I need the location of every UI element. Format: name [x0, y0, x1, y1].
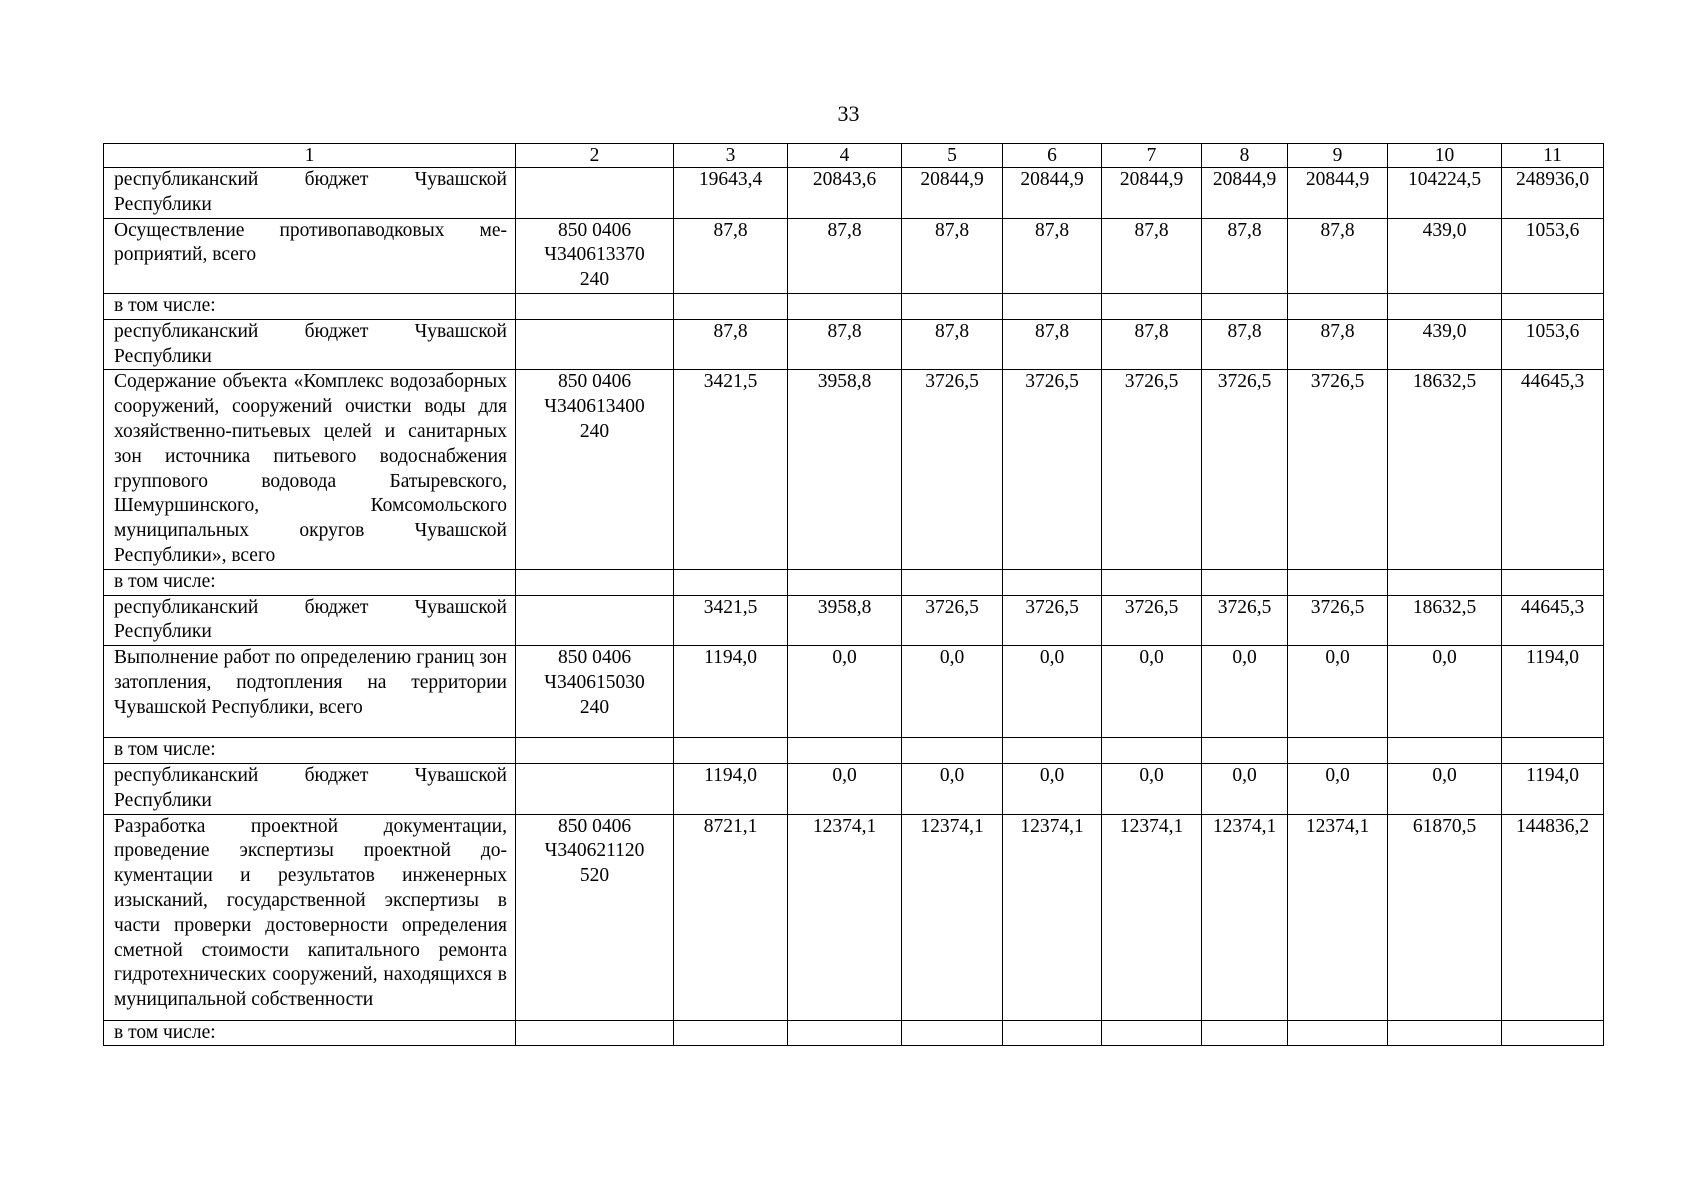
value-cell-col-11: 1194,0 [1502, 646, 1604, 738]
row-name-cell: в том числе: [104, 1020, 516, 1046]
value-cell-col-9 [1288, 1020, 1388, 1046]
header-cell: 11 [1502, 144, 1604, 168]
value-cell-col-6: 87,8 [1003, 319, 1102, 370]
header-cell: 9 [1288, 144, 1388, 168]
table-row [104, 370, 1604, 569]
row-name-cell: в том числе: [104, 569, 516, 595]
value-cell-col-11 [1502, 1020, 1604, 1046]
value-cell-col-6 [1003, 1020, 1102, 1046]
value-cell-col-6: 12374,1 [1003, 814, 1102, 1020]
value-cell-col-4 [788, 1020, 902, 1046]
value-cell-col-7: 0,0 [1102, 763, 1202, 814]
budget-code-cell: 850 0406 Ч340613370 240 [516, 218, 674, 293]
table-row [104, 646, 1604, 738]
value-cell-col-5 [902, 738, 1003, 764]
value-cell-col-6 [1003, 569, 1102, 595]
value-cell-col-5: 3726,5 [902, 370, 1003, 569]
value-cell-col-4: 87,8 [788, 218, 902, 293]
value-cell-col-10: 0,0 [1388, 763, 1502, 814]
value-cell-col-6 [1003, 293, 1102, 319]
value-cell-col-4 [788, 738, 902, 764]
header-cell: 10 [1388, 144, 1502, 168]
value-cell-col-8: 0,0 [1202, 646, 1288, 738]
value-cell-col-3 [674, 569, 788, 595]
table-row [104, 814, 1604, 1020]
value-cell-col-5: 0,0 [902, 763, 1003, 814]
budget-code-cell [516, 763, 674, 814]
value-cell-col-10: 0,0 [1388, 646, 1502, 738]
value-cell-col-5 [902, 293, 1003, 319]
value-cell-col-11 [1502, 569, 1604, 595]
value-cell-col-6: 0,0 [1003, 763, 1102, 814]
value-cell-col-8: 3726,5 [1202, 595, 1288, 646]
value-cell-col-5: 12374,1 [902, 814, 1003, 1020]
value-cell-col-3: 3421,5 [674, 370, 788, 569]
value-cell-col-7: 87,8 [1102, 319, 1202, 370]
value-cell-col-10 [1388, 738, 1502, 764]
value-cell-col-6 [1003, 738, 1102, 764]
value-cell-col-3 [674, 293, 788, 319]
value-cell-col-9: 3726,5 [1288, 595, 1388, 646]
budget-code-cell [516, 595, 674, 646]
header-cell: 4 [788, 144, 902, 168]
value-cell-col-9 [1288, 569, 1388, 595]
value-cell-col-4 [788, 293, 902, 319]
value-cell-col-10 [1388, 569, 1502, 595]
value-cell-col-4: 12374,1 [788, 814, 902, 1020]
value-cell-col-6: 3726,5 [1003, 595, 1102, 646]
budget-code-cell: 850 0406 Ч340615030 240 [516, 646, 674, 738]
value-cell-col-4: 3958,8 [788, 595, 902, 646]
value-cell-col-11 [1502, 738, 1604, 764]
table-row [104, 218, 1604, 293]
value-cell-col-11: 1053,6 [1502, 218, 1604, 293]
value-cell-col-7 [1102, 1020, 1202, 1046]
value-cell-col-7: 12374,1 [1102, 814, 1202, 1020]
value-cell-col-5 [902, 569, 1003, 595]
value-cell-col-8 [1202, 738, 1288, 764]
value-cell-col-4: 0,0 [788, 763, 902, 814]
value-cell-col-8: 20844,9 [1202, 168, 1288, 219]
value-cell-col-7: 3726,5 [1102, 595, 1202, 646]
value-cell-col-3: 1194,0 [674, 763, 788, 814]
value-cell-col-10: 439,0 [1388, 218, 1502, 293]
value-cell-col-8 [1202, 1020, 1288, 1046]
budget-table [103, 143, 1604, 1046]
row-name-cell: Выполнение работ по определению границ зон затопления, подтопления на территории Чувашской Республики, всего [104, 646, 516, 738]
value-cell-col-5: 87,8 [902, 319, 1003, 370]
value-cell-col-3: 8721,1 [674, 814, 788, 1020]
value-cell-col-4: 87,8 [788, 319, 902, 370]
table-row [104, 319, 1604, 370]
value-cell-col-7 [1102, 738, 1202, 764]
header-cell: 6 [1003, 144, 1102, 168]
value-cell-col-10: 18632,5 [1388, 595, 1502, 646]
value-cell-col-9: 20844,9 [1288, 168, 1388, 219]
value-cell-col-11: 248936,0 [1502, 168, 1604, 219]
subtotal-label-row [104, 293, 1604, 319]
header-row [104, 144, 1604, 168]
row-name-cell: республиканский бюджет Чувашской Республики [104, 168, 516, 219]
table-row [104, 595, 1604, 646]
value-cell-col-6: 20844,9 [1003, 168, 1102, 219]
value-cell-col-9: 0,0 [1288, 646, 1388, 738]
budget-code-cell: 850 0406 Ч340613400 240 [516, 370, 674, 569]
budget-code-cell: 850 0406 Ч340621120 520 [516, 814, 674, 1020]
row-name-cell: республиканский бюджет Чувашской Республики [104, 319, 516, 370]
value-cell-col-9: 87,8 [1288, 319, 1388, 370]
row-name-cell: в том числе: [104, 738, 516, 764]
value-cell-col-9: 87,8 [1288, 218, 1388, 293]
value-cell-col-8 [1202, 569, 1288, 595]
value-cell-col-11: 1194,0 [1502, 763, 1604, 814]
budget-code-cell [516, 319, 674, 370]
value-cell-col-10: 61870,5 [1388, 814, 1502, 1020]
value-cell-col-10: 439,0 [1388, 319, 1502, 370]
header-cell: 7 [1102, 144, 1202, 168]
value-cell-col-9: 0,0 [1288, 763, 1388, 814]
row-name-cell: республиканский бюджет Чувашской Республики [104, 595, 516, 646]
budget-code-cell [516, 738, 674, 764]
header-cell: 3 [674, 144, 788, 168]
value-cell-col-7: 87,8 [1102, 218, 1202, 293]
row-name-cell: Разработка проектной документации, проведение экспертизы проектной документации и результатов инженерных изысканий, государственной экспертизы в части проверки достоверности определения сметной стоимости капитального ремонта гидротехнических сооружений, находящихся в муниципальной собственности [104, 814, 516, 1020]
budget-code-cell [516, 1020, 674, 1046]
value-cell-col-8 [1202, 293, 1288, 319]
value-cell-col-6: 87,8 [1003, 218, 1102, 293]
value-cell-col-11 [1502, 293, 1604, 319]
value-cell-col-3 [674, 1020, 788, 1046]
value-cell-col-6: 0,0 [1003, 646, 1102, 738]
value-cell-col-6: 3726,5 [1003, 370, 1102, 569]
value-cell-col-5: 20844,9 [902, 168, 1003, 219]
header-cell: 1 [104, 144, 516, 168]
header-cell: 5 [902, 144, 1003, 168]
value-cell-col-5: 87,8 [902, 218, 1003, 293]
value-cell-col-4: 20843,6 [788, 168, 902, 219]
row-name-cell: республиканский бюджет Чувашской Республики [104, 763, 516, 814]
value-cell-col-3 [674, 738, 788, 764]
value-cell-col-4: 0,0 [788, 646, 902, 738]
value-cell-col-7: 0,0 [1102, 646, 1202, 738]
subtotal-label-row [104, 738, 1604, 764]
table-row [104, 763, 1604, 814]
value-cell-col-8: 87,8 [1202, 319, 1288, 370]
value-cell-col-9 [1288, 293, 1388, 319]
row-name-cell: Осуществление противопаводковых мероприятий, всего [104, 218, 516, 293]
budget-code-cell [516, 569, 674, 595]
value-cell-col-8: 12374,1 [1202, 814, 1288, 1020]
value-cell-col-10: 18632,5 [1388, 370, 1502, 569]
value-cell-col-11: 144836,2 [1502, 814, 1604, 1020]
value-cell-col-10 [1388, 293, 1502, 319]
value-cell-col-7 [1102, 569, 1202, 595]
value-cell-col-3: 3421,5 [674, 595, 788, 646]
value-cell-col-5: 0,0 [902, 646, 1003, 738]
page-number: 33 [837, 101, 860, 126]
budget-code-cell [516, 293, 674, 319]
value-cell-col-8: 3726,5 [1202, 370, 1288, 569]
budget-code-cell [516, 168, 674, 219]
value-cell-col-10: 104224,5 [1388, 168, 1502, 219]
header-cell: 8 [1202, 144, 1288, 168]
row-name-cell: Содержание объекта «Комплекс водозаборных сооружений, сооружений очистки воды для хозяйственно-питьевых целей и санитарных зон источника питьевого водоснабжения группового водовода Батыревского, Шемуршинского, Комсомольского муниципальных округов Чувашской Республики», всего [104, 370, 516, 569]
value-cell-col-5 [902, 1020, 1003, 1046]
value-cell-col-11: 44645,3 [1502, 370, 1604, 569]
value-cell-col-9: 3726,5 [1288, 370, 1388, 569]
value-cell-col-3: 19643,4 [674, 168, 788, 219]
value-cell-col-3: 1194,0 [674, 646, 788, 738]
subtotal-label-row [104, 1020, 1604, 1046]
value-cell-col-4 [788, 569, 902, 595]
value-cell-col-9 [1288, 738, 1388, 764]
value-cell-col-7: 20844,9 [1102, 168, 1202, 219]
value-cell-col-3: 87,8 [674, 319, 788, 370]
value-cell-col-3: 87,8 [674, 218, 788, 293]
value-cell-col-5: 3726,5 [902, 595, 1003, 646]
table-row [104, 168, 1604, 219]
value-cell-col-11: 1053,6 [1502, 319, 1604, 370]
value-cell-col-7: 3726,5 [1102, 370, 1202, 569]
row-name-cell: в том числе: [104, 293, 516, 319]
value-cell-col-10 [1388, 1020, 1502, 1046]
value-cell-col-8: 0,0 [1202, 763, 1288, 814]
value-cell-col-7 [1102, 293, 1202, 319]
subtotal-label-row [104, 569, 1604, 595]
value-cell-col-8: 87,8 [1202, 218, 1288, 293]
header-cell: 2 [516, 144, 674, 168]
value-cell-col-9: 12374,1 [1288, 814, 1388, 1020]
value-cell-col-11: 44645,3 [1502, 595, 1604, 646]
value-cell-col-4: 3958,8 [788, 370, 902, 569]
